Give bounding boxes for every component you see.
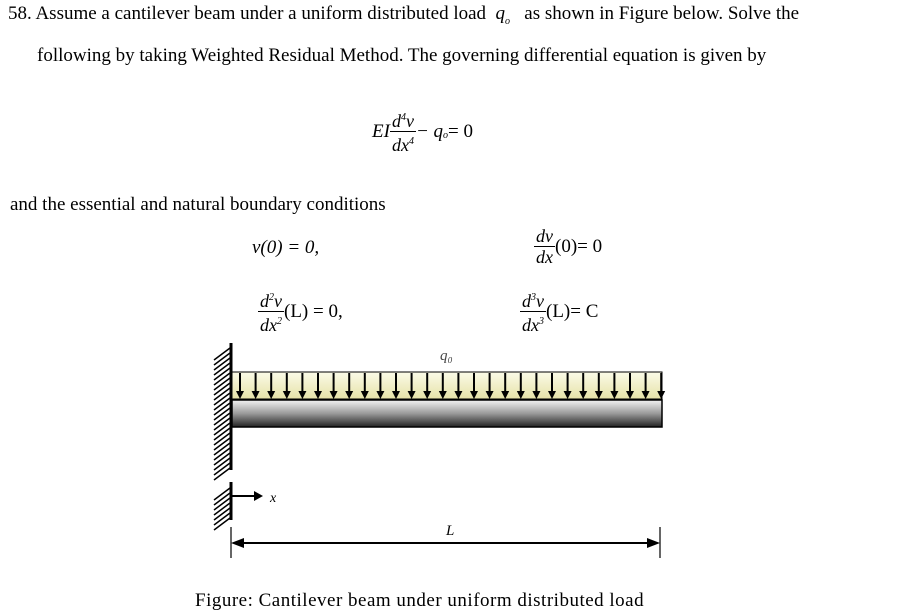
bc4-var: v <box>536 291 544 311</box>
load-label: q₀ <box>440 348 453 364</box>
bc-intro: and the essential and natural boundary conditions <box>10 194 386 215</box>
eq-q-sub: o <box>443 130 449 141</box>
x-axis-arrow <box>232 491 263 501</box>
eq-coef: EI <box>372 120 390 142</box>
bc3-sup: 2 <box>269 292 274 303</box>
eq-num-var: v <box>405 111 414 131</box>
bc2-rest: (0)= 0 <box>555 235 603 257</box>
eq-rhs: = 0 <box>448 120 473 142</box>
problem-line-2: following by taking Weighted Residual Method. The governing differential equation is given by <box>37 45 767 66</box>
bc2-num: dv <box>536 226 553 246</box>
eq-q: − q <box>415 120 444 142</box>
bc3-var: v <box>274 291 282 311</box>
length-label: L <box>446 523 455 539</box>
bc3-dx: dx <box>260 315 277 335</box>
bc3-d: d <box>260 291 269 311</box>
bc4-sup: 3 <box>531 292 536 303</box>
line1-prefix: 58. Assume a cantilever beam under a uniform distributed load <box>8 3 487 24</box>
fixed-wall <box>214 343 231 530</box>
figure-caption: Figure: Cantilever beam under uniform distributed load <box>195 590 645 611</box>
load-q: q <box>495 3 506 24</box>
bc4-dx: dx <box>522 315 539 335</box>
bc3-rest: (L) = 0, <box>284 300 343 322</box>
eq-den-dx: dx <box>391 135 409 155</box>
beam <box>232 400 662 427</box>
load-sub: o <box>505 15 511 27</box>
bc3-den-sup: 2 <box>277 316 282 327</box>
eq-num-d: d <box>391 111 401 131</box>
x-label: x <box>270 491 277 506</box>
bc4-rest: (L)= C <box>546 300 599 322</box>
bc1-text: v(0) = 0, <box>252 237 320 258</box>
bc4-d: d <box>522 291 531 311</box>
eq-num-sup: 4 <box>400 112 406 123</box>
bc4-den-sup: 3 <box>539 316 544 327</box>
line1-suffix: as shown in Figure below. Solve the <box>524 3 800 24</box>
eq-den-sup: 4 <box>408 136 414 147</box>
bc2-den: dx <box>536 247 553 267</box>
